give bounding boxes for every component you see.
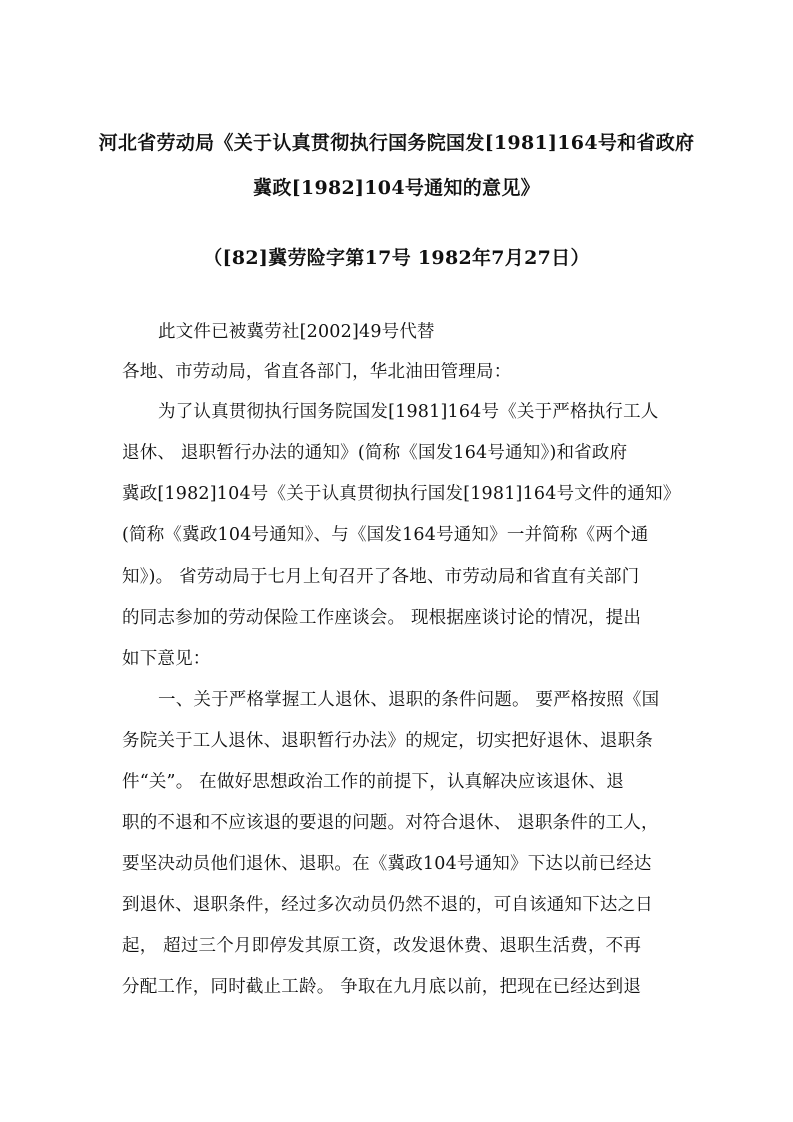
body-line: 的同志参加的劳动保险工作座谈会。 现根据座谈讨论的情况，提出 xyxy=(122,608,642,628)
body-line: 冀政[1982]104号《关于认真贯彻执行国发[1981]164号文件的通知》 xyxy=(122,484,681,504)
addressee-line: 各地、市劳动局，省直各部门，华北油田管理局： xyxy=(122,362,512,382)
body-line: 到退休、退职条件，经过多次动员仍然不退的，可自该通知下达之日 xyxy=(122,895,653,915)
body-line: 为了认真贯彻执行国务院国发[1981]164号《关于严格执行工人 xyxy=(158,402,659,422)
body-line: 知》)。 省劳动局于七月上旬召开了各地、市劳动局和省直有关部门 xyxy=(122,567,640,587)
body-line: 如下意见： xyxy=(122,649,211,669)
body-line: 一、关于严格掌握工人退休、退职的条件问题。 要严格按照《国 xyxy=(158,690,660,710)
document-title-line-1: 河北省劳动局《关于认真贯彻执行国务院国发[1981]164号和省政府 xyxy=(98,132,695,154)
body-line: 要坚决动员他们退休、退职。在《冀政104号通知》下达以前已经达 xyxy=(122,854,652,874)
replacement-note: 此文件已被冀劳社[2002]49号代替 xyxy=(158,322,435,342)
body-line: 退休、 退职暂行办法的通知》(简称《国发164号通知》)和省政府 xyxy=(122,443,628,463)
document-title-line-2: 冀政[1982]104号通知的意见》 xyxy=(253,177,540,199)
body-line: (简称《冀政104号通知》、与《国发164号通知》一并简称《两个通 xyxy=(122,525,649,545)
body-line: 职的不退和不应该退的要退的问题。对符合退休、 退职条件的工人， xyxy=(122,813,659,833)
body-line: 分配工作，同时截止工龄。 争取在九月底以前，把现在已经达到退 xyxy=(122,977,642,997)
body-line: 务院关于工人退休、退职暂行办法》的规定，切实把好退休、退职条 xyxy=(122,731,653,751)
body-line: 件“关”。 在做好思想政治工作的前提下，认真解决应该退休、退 xyxy=(122,772,624,792)
body-line: 起， 超过三个月即停发其原工资，改发退休费、退职生活费，不再 xyxy=(122,936,642,956)
document-subtitle: （[82]冀劳险字第17号 1982年7月27日） xyxy=(203,247,590,269)
